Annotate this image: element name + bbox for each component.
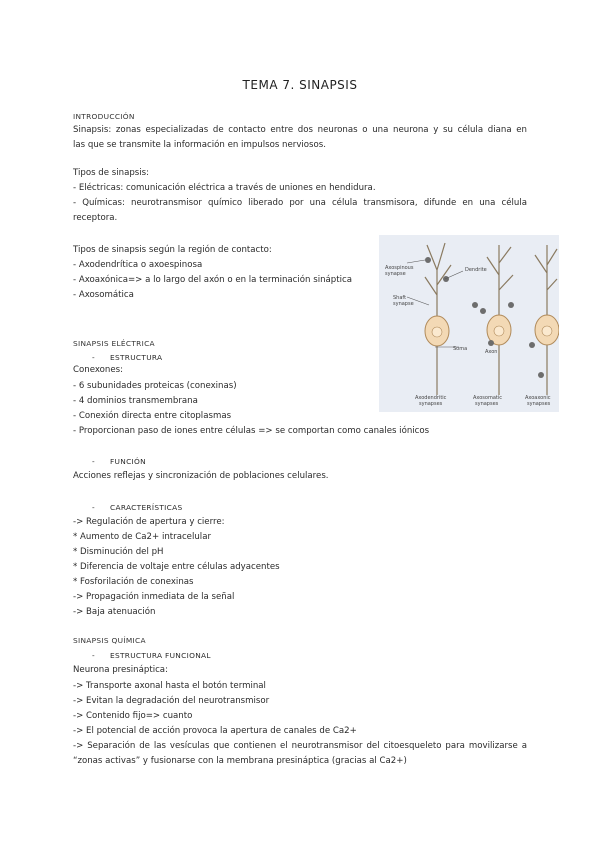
figure-label: Dendrite <box>465 267 487 273</box>
page-title: TEMA 7. SINAPSIS <box>242 78 358 92</box>
quimica-heading: SINAPSIS QUÍMICA <box>73 636 146 645</box>
section-subheading: ESTRUCTURA FUNCIONAL <box>110 651 211 660</box>
quimica-estructura: - ESTRUCTURA FUNCIONAL <box>92 651 211 660</box>
caracteristica-item: -> Regulación de apertura y cierre: <box>73 517 225 527</box>
caracteristica-item: -> Baja atenuación <box>73 607 156 617</box>
electrica-estructura: - ESTRUCTURA <box>92 353 163 362</box>
region-item: - Axosomática <box>73 290 134 300</box>
figure-label: Shaft <box>393 295 407 301</box>
presinaptica-item: -> Contenido fijo=> cuanto <box>73 711 193 721</box>
figure-label: Axodendritic <box>415 395 447 401</box>
figure-label: Axosomatic <box>473 395 502 401</box>
caracteristica-item: * Aumento de Ca2+ intracelular <box>73 532 211 542</box>
funcion-text: Acciones reflejas y sincronización de poblaciones celulares. <box>73 471 329 481</box>
section-subheading: CARACTERÍSTICAS <box>110 503 183 512</box>
section-subheading: ESTRUCTURA <box>110 353 163 362</box>
conexones-item: - 4 dominios transmembrana <box>73 396 198 406</box>
neuron-diagram <box>379 235 559 412</box>
presinaptica-item: -> Transporte axonal hasta el botón terminal <box>73 681 266 691</box>
caracteristica-item: -> Propagación inmediata de la señal <box>73 592 235 602</box>
presinaptica-item: -> Evitan la degradación del neurotransmisor <box>73 696 270 706</box>
synapse-types-figure <box>379 235 559 412</box>
electrica-funcion: - FUNCIÓN <box>92 457 146 466</box>
region-heading: Tipos de sinapsis según la región de contacto: <box>73 245 272 255</box>
conexones-item: - 6 subunidades proteicas (conexinas) <box>73 381 237 391</box>
electrica-caracteristicas: - CARACTERÍSTICAS <box>92 503 183 512</box>
caracteristica-item: * Diferencia de voltaje entre células adyacentes <box>73 562 280 572</box>
tipos-quimicas-2: receptora. <box>73 213 118 223</box>
tipos-quimicas-1: - Químicas: neurotransmisor químico liberado por una célula transmisora, difunde en una célula <box>73 198 527 208</box>
tipos-electricas: - Eléctricas: comunicación eléctrica a través de uniones en hendidura. <box>73 183 376 193</box>
caracteristica-item: * Disminución del pH <box>73 547 164 557</box>
presinaptica-item: -> El potencial de acción provoca la apertura de canales de Ca2+ <box>73 726 357 736</box>
figure-label: Axon <box>485 349 498 355</box>
conexones-item: - Proporcionan paso de iones entre células => se comportan como canales iónicos <box>73 426 430 436</box>
presinaptica-item: “zonas activas” y fusionarse con la membrana presináptica (gracias al Ca2+) <box>73 756 407 766</box>
intro-heading: INTRODUCCIÓN <box>73 112 135 121</box>
figure-label: Soma <box>453 346 468 352</box>
intro-line-2: las que se transmite la información en impulsos nerviosos. <box>73 140 326 150</box>
tipos-heading: Tipos de sinapsis: <box>73 168 150 178</box>
figure-label: synapse <box>393 301 414 307</box>
presinaptica-heading: Neurona presináptica: <box>73 665 168 675</box>
figure-label: Axospinous <box>385 265 414 271</box>
figure-label: synapse <box>385 271 406 277</box>
figure-label: synapses <box>527 401 551 407</box>
intro-line-1: Sinapsis: zonas especializadas de contacto entre dos neuronas o una neurona y su célula diana en <box>73 125 527 135</box>
figure-label: synapses <box>475 401 499 407</box>
section-subheading: FUNCIÓN <box>110 457 146 466</box>
figure-label: synapses <box>419 401 443 407</box>
electrica-heading: SINAPSIS ELÉCTRICA <box>73 339 155 348</box>
presinaptica-item: -> Separación de las vesículas que contienen el neurotransmisor del citoesqueleto para movilizarse a <box>73 741 527 751</box>
region-item: - Axodendrítica o axoespinosa <box>73 260 203 270</box>
conexones-heading: Conexones: <box>73 365 124 375</box>
region-item: - Axoaxónica=> a lo largo del axón o en la terminación sináptica <box>73 275 353 285</box>
conexones-item: - Conexión directa entre citoplasmas <box>73 411 232 421</box>
caracteristica-item: * Fosforilación de conexinas <box>73 577 194 587</box>
figure-label: Axoaxonic <box>525 395 551 401</box>
